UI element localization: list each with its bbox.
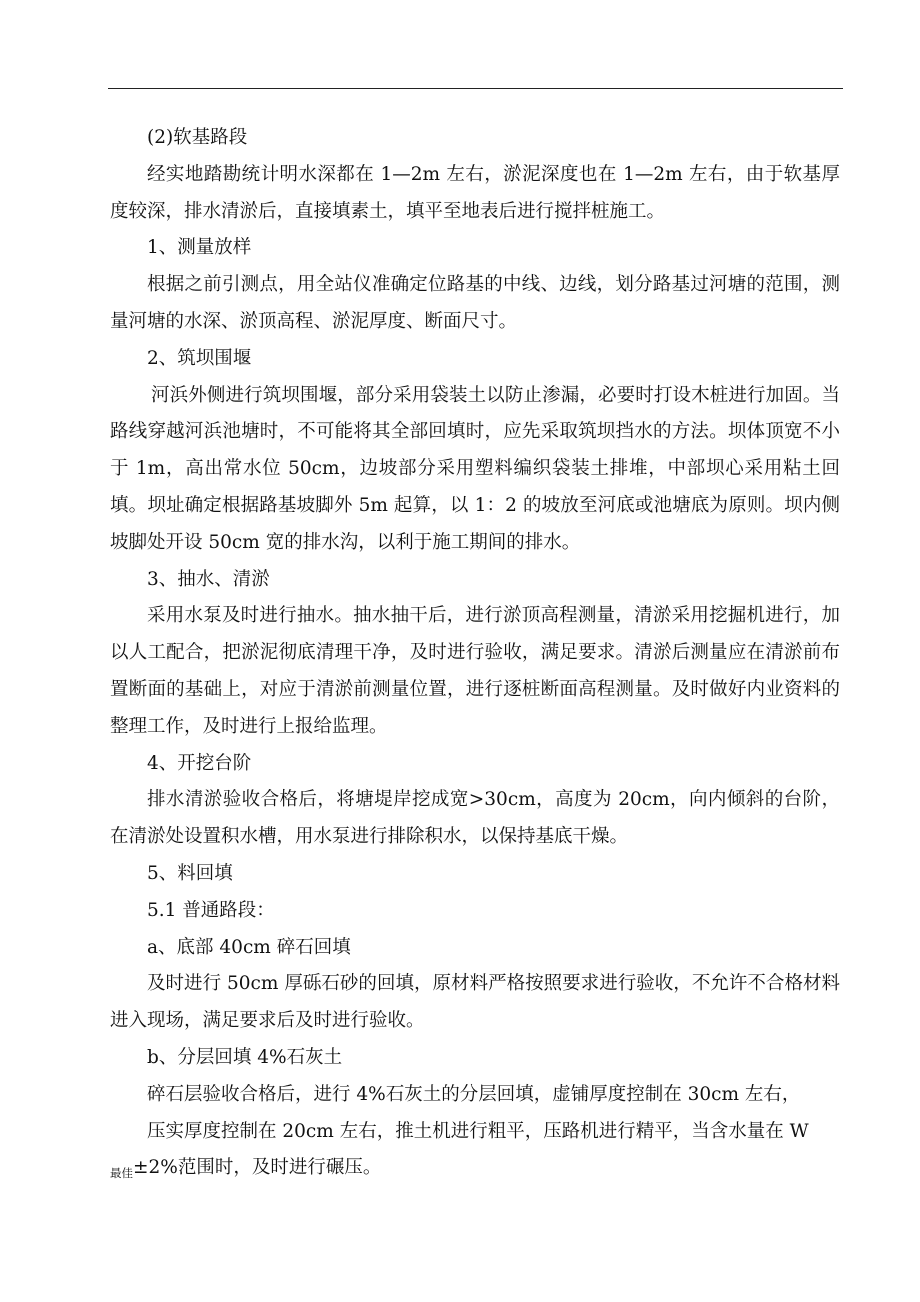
- heading-soft-base: (2)软基路段: [147, 127, 248, 148]
- paragraph-lime-2: [110, 1114, 840, 1151]
- heading-backfill: 5、料回填: [147, 862, 233, 884]
- heading-lime: b、分层回填 4%石灰土: [147, 1046, 343, 1068]
- paragraph-lime-3: [110, 1150, 840, 1187]
- heading-cofferdam: 2、筑坝围堰: [147, 347, 252, 369]
- document-body: [110, 120, 840, 1187]
- optimum-subscript: 最佳: [110, 1166, 133, 1181]
- paragraph-pump: 采用水泵及时进行抽水。抽水抽干后，进行淤顶高程测量，清淤采用挖掘机进行，加以人工配合，把淤泥彻底清理干净，及时进行验收，满足要求。清淤后测量应在清淤前布置断面的基础上，对应于清淤前测量位置，进行逐桩断面高程测量。及时做好内业资料的整理工作，及时进行上报给监理。: [110, 605, 840, 737]
- paragraph-lime-1: 碎石层验收合格后，进行 4%石灰土的分层回填，虚铺厚度控制在 30cm 左右，: [147, 1083, 801, 1105]
- lime-2-tail-text: ±2%范围时，及时进行碾压。: [133, 1157, 382, 1179]
- header-rule: [108, 88, 843, 89]
- lime-2-main-text: 压实厚度控制在 20cm 左右，推土机进行粗平，压路机进行精平，当含水量在 W: [147, 1120, 809, 1142]
- heading-normal-section: 5.1 普通路段：: [147, 899, 275, 921]
- heading-measure: 1、测量放样: [147, 237, 252, 259]
- heading-gravel: a、底部 40cm 碎石回填: [147, 936, 351, 958]
- heading-pump: 3、抽水、清淤: [147, 568, 270, 590]
- paragraph-measure: 根据之前引测点，用全站仪准确定位路基的中线、边线，划分路基过河塘的范围，测量河塘的水深、淤顶高程、淤泥厚度、断面尺寸。: [110, 274, 840, 332]
- paragraph-gravel: 及时进行 50cm 厚砾石砂的回填，原材料严格按照要求进行验收，不允许不合格材料进入现场，满足要求后及时进行验收。: [110, 973, 840, 1032]
- heading-steps: 4、开挖台阶: [147, 752, 252, 774]
- paragraph-survey-depth: 经实地踏勘统计明水深都在 1—2m 左右，淤泥深度也在 1—2m 左右，由于软基厚度较深，排水清淤后，直接填素土，填平至地表后进行搅拌桩施工。: [110, 163, 840, 222]
- paragraph-cofferdam: 河浜外侧进行筑坝围堰，部分采用袋装土以防止渗漏，必要时打设木桩进行加固。当路线穿越河浜池塘时，不可能将其全部回填时，应先采取筑坝挡水的方法。坝体顶宽不小于 1m，高出常水位 50cm，边坡部分采用塑料编织袋装土排堆，中部坝心采用粘土回填。坝址确定根据路基坡脚外 5m 起算，以 1：2 的坡放至河底或池塘底为原则。坝内侧坡脚处开设 50cm 宽的排水沟，以利于施工期间的排水。: [110, 384, 840, 553]
- paragraph-steps: 排水清淤验收合格后，将塘堤岸挖成宽>30cm，高度为 20cm，向内倾斜的台阶，在清淤处设置积水槽，用水泵进行排除积水，以保持基底干燥。: [110, 789, 840, 848]
